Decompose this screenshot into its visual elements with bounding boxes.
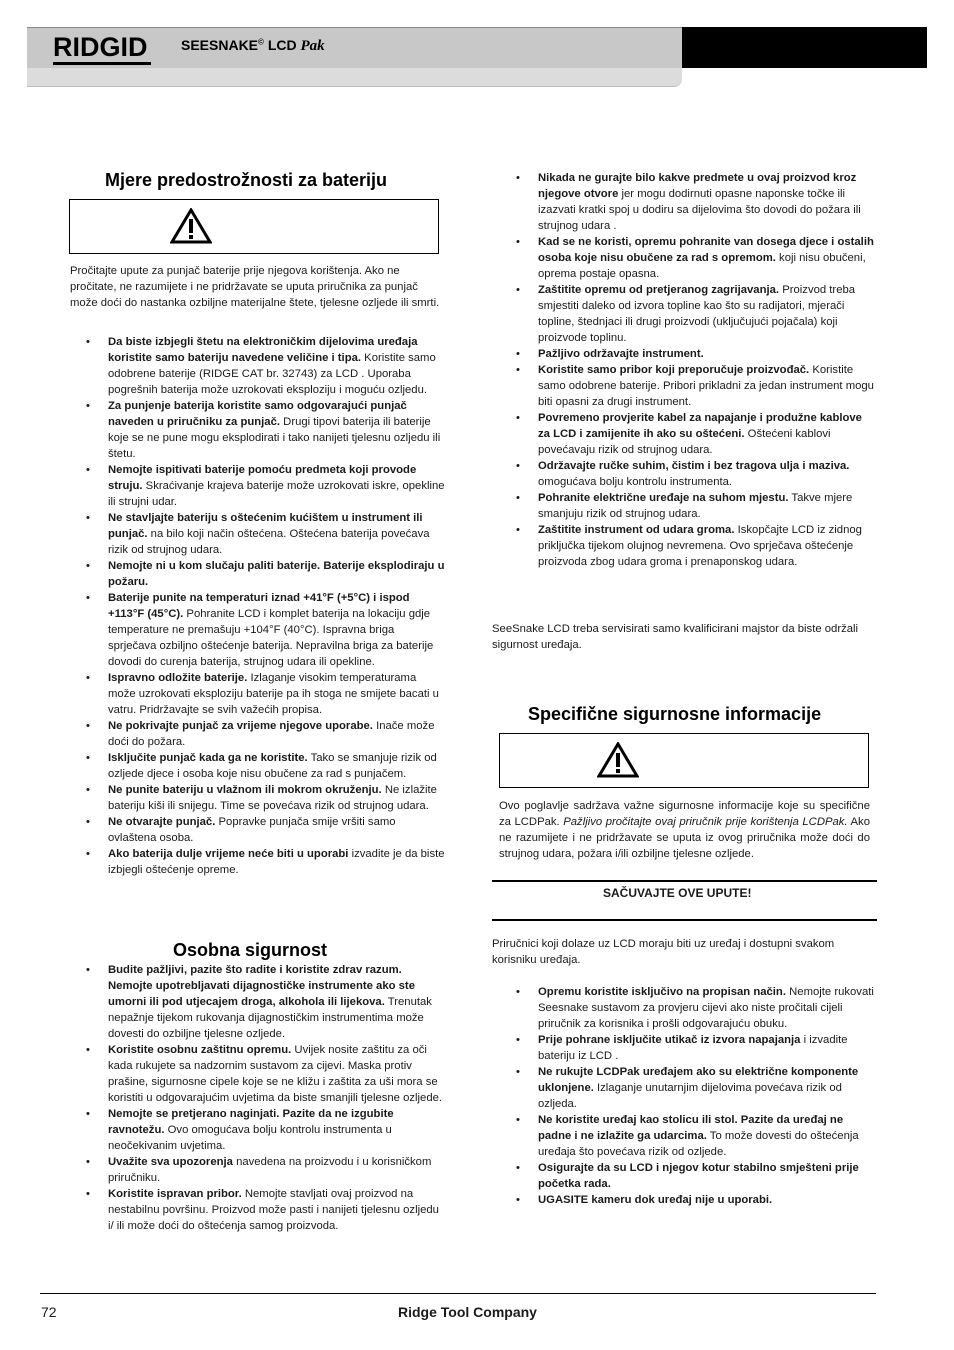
list-item — [538, 458, 876, 490]
list-item — [108, 334, 445, 398]
list-item-text: omogućava bolju kontrolu instrumenta. — [538, 476, 733, 488]
list-item-bold: Povremeno provjerite kabel za napajanje i produžne kablove za LCD i zamijenite ih ako su oštećeni. — [538, 412, 862, 440]
header-black-block — [682, 27, 927, 68]
list-item-bold: Nikada ne gurajte bilo kakve predmete u ovaj proizvod kroz njegove otvore — [538, 172, 857, 200]
list-item-text: jer mogu dodirnuti opasne naponske točke ili izazvati kratki spoj u dodiru sa dijelovima što dovodi do požara ili strujnog udara . — [538, 188, 861, 232]
manuals-text: Priručnici koji dolaze uz LCD moraju biti uz uređaj i dostupni svakom korisniku uređaja. — [492, 938, 835, 966]
specific-intro-a: Ovo poglavlje sadržava važne sigurnosne informacije koje su specifične za LCDPak. — [499, 800, 870, 828]
list-item-text: i izvadite bateriju iz LCD . — [538, 1034, 848, 1062]
list-item-text: Nemojte rukovati Seesnake sustavom za provjeru cijevi ako niste pročitali cijeli priručnik za korisnika i prošli odgovarajuću obuku. — [538, 986, 874, 1030]
list-item-text: Skraćivanje krajeva baterije može uzrokovati iskre, opekline ili strujni udar. — [108, 480, 445, 508]
list-item — [108, 814, 445, 846]
list-item-text: Ovo omogućava bolju kontrolu instrumenta u neočekivanim uvjetima. — [108, 1124, 392, 1152]
list-item — [108, 1106, 446, 1154]
list-item — [538, 984, 876, 1032]
list-item-text: Proizvod treba smjestiti daleko od izvora topline kao što su radijatori, mjerači topline, štednjaci ili drugi proizvodi (uključujući pojačala) koji proizvode toplinu. — [538, 284, 856, 344]
list-item-text: To može dovesti do oštećenja uređaja što povećava rizik od ozljede. — [538, 1130, 859, 1158]
list-item — [108, 846, 445, 878]
list-item-bold: Ne punite bateriju u vlažnom ili mokrom okruženju. — [108, 784, 382, 796]
list-item-bold: Prije pohrane isključite utikač iz izvora napajanja — [538, 1034, 801, 1046]
battery-intro: Pročitajte upute za punjač baterije prije njegova korištenja. Ako ne pročitate, ne razumijete i ne pridržavate se uputa priručnika za punjač može doći do nastanka ozbiljne materijalne štete, tjelesne ozljede ili smrti. — [70, 265, 440, 309]
list-item-text: izvadite je da biste izbjegli oštećenje opreme. — [108, 848, 445, 876]
product-suffix: LCD — [267, 37, 297, 53]
company-name: Ridge Tool Company — [398, 1304, 537, 1320]
list-item — [538, 1192, 876, 1208]
specific-intro-italic: Pažljivo pročitajte ovaj priručnik prije korištenja LCDPak. — [563, 816, 848, 828]
list-item — [538, 282, 876, 346]
list-item — [538, 1032, 876, 1064]
personal-section-title: Osobna sigurnost — [173, 940, 328, 960]
list-item-text: navedena na proizvodu i u korisničkom priručniku. — [108, 1156, 432, 1184]
list-item-bold: Ne koristite uređaj kao stolicu ili stol. Pazite da uređaj ne padne i ne izlažite ga udarcima. — [538, 1114, 844, 1142]
list-item-bold: Ispravno odložite baterije. — [108, 672, 248, 684]
list-item-bold: Zaštitite opremu od pretjeranog zagrijavanja. — [538, 284, 780, 296]
list-item — [538, 410, 876, 458]
list-item-bold: Ako baterija dulje vrijeme neće biti u uporabi — [108, 848, 349, 860]
battery-list — [108, 334, 445, 878]
list-item — [538, 1064, 876, 1112]
list-item — [538, 490, 876, 522]
list-item-text: Izlaganje visokim temperaturama može uzrokovati eksploziju baterije pa ih stoga ne smijete bacati u vatru. Pridržavajte se svih važećih propisa. — [108, 672, 439, 716]
warning-triangle-icon — [170, 208, 212, 244]
battery-section-title: Mjere predostrožnosti za bateriju — [105, 170, 388, 190]
list-item-text: Iskopčajte LCD iz zidnog priključka tijekom olujnog nevremena. Ovo sprječava oštećenje proizvoda zbog udara groma i prenaponskog udara. — [538, 524, 862, 568]
product-title — [181, 37, 325, 55]
list-item-text: Pohranite LCD i komplet baterija na lokaciju gdje temperature ne premašuju +104°F (40°C). Ispravna briga sprječava ozbiljno oštećenje baterija. Nepravilna briga za baterije dovodi do curenja baterija, strujnog udara ili opekline. — [108, 608, 434, 668]
save-rule-bottom — [492, 919, 877, 921]
ridgid-logo: RIDGID — [53, 32, 148, 62]
list-item-bold: Nemojte ispitivati baterije pomoću predmeta koji provode struju. — [108, 464, 417, 492]
list-item-bold: Koristite ispravan pribor. — [108, 1188, 242, 1200]
list-item-text: Drugi tipovi baterija ili baterije koje se ne pune mogu eksplodirati i tako nanijeti tjelesnu ozljedu ili štetu. — [108, 416, 441, 460]
list-item-text: Popravke punjača smije vršiti samo ovlaštena osoba. — [108, 816, 396, 844]
list-item — [538, 170, 876, 234]
list-item — [538, 1160, 876, 1192]
list-item — [108, 1186, 446, 1234]
list-item-bold: Kad se ne koristi, opremu pohranite van dosega djece i ostalih osoba koje nisu obučene za rad s opremom. — [538, 236, 874, 264]
list-item — [108, 590, 445, 670]
list-item-text: Oštećeni kablovi povećavaju rizik od strujnog udara. — [538, 428, 831, 456]
list-item-bold: Isključite punjač kada ga ne koristite. — [108, 752, 308, 764]
page-number: 72 — [41, 1304, 57, 1320]
product-pak: Pak — [300, 38, 325, 54]
list-item-bold: Nemojte se pretjerano naginjati. Pazite da ne izgubite ravnotežu. — [108, 1108, 394, 1136]
list-item-text: Izlaganje unutarnjim dijelovima povećava rizik od ozljeda. — [538, 1082, 842, 1110]
list-item — [108, 718, 445, 750]
logo-underline — [53, 62, 151, 65]
specific-intro — [499, 798, 870, 862]
list-item — [108, 1154, 446, 1186]
list-item-bold: Ne pokrivajte punjač za vrijeme njegove uporabe. — [108, 720, 373, 732]
specific-section-title: Specifične sigurnosne informacije — [528, 704, 822, 724]
list-item-bold: Da biste izbjegli štetu na elektroničkim dijelovima uređaja koristite samo bateriju navedene veličine i tipa. — [108, 336, 418, 364]
personal-list — [108, 962, 446, 1234]
list-item-bold: Ne rukujte LCDPak uređajem ako su električne komponente uklonjene. — [538, 1066, 859, 1094]
list-item-bold: Održavajte ručke suhim, čistim i bez tragova ulja i maziva. — [538, 460, 850, 472]
list-item — [108, 1042, 446, 1106]
list-item — [108, 750, 445, 782]
list-item-bold: Koristite osobnu zaštitnu opremu. — [108, 1044, 292, 1056]
list-item-bold: Ne otvarajte punjač. — [108, 816, 216, 828]
list-item — [538, 1112, 876, 1160]
list-item-bold: Baterije punite na temperaturi iznad +41°F (+5°C) i ispod +113°F (45°C). — [108, 592, 410, 620]
list-item-bold: Ne stavljajte bateriju s oštećenim kućištem u instrument ili punjač. — [108, 512, 423, 540]
list-item-text: Ne izlažite bateriju kiši ili snijegu. Time se povećava rizik od strujnog udara. — [108, 784, 437, 812]
list-item-text: Inače može doći do požara. — [108, 720, 435, 748]
header-band-lower — [27, 68, 682, 87]
list-item-bold: Koristite samo pribor koji preporučuje proizvođač. — [538, 364, 810, 376]
list-item-text: Koristite samo odobrene baterije. Pribori prikladni za jedan instrument mogu biti opasni za drugi instrument. — [538, 364, 874, 408]
list-item — [538, 234, 876, 282]
list-item-text: Trenutak nepažnje tijekom rukovanja dijagnostičkim instrumentima može dovesti do ozbiljne tjelesne ozljede. — [108, 996, 432, 1040]
list-item — [108, 510, 445, 558]
list-item-text: Uvijek nosite zaštitu za oči kada rukujete sa nadzornim sustavom za cijevi. Maska protiv prašine, sigurnosne cipele koje se ne kližu i zaštita za uši mora se koristiti u odgovarajućim uvjetima da biste smanjili tjelesne ozljede. — [108, 1044, 443, 1104]
list-item-bold: Za punjenje baterija koristite samo odgovarajući punjač naveden u priručniku za punjač. — [108, 400, 407, 428]
list-item-bold: UGASITE kameru dok uređaj nije u uporabi. — [538, 1194, 773, 1206]
service-text: SeeSnake LCD treba servisirati samo kvalificirani majstor da biste održali sigurnost uređaja. — [492, 623, 859, 651]
right-safety-list — [538, 170, 876, 570]
list-item-bold: Pohranite električne uređaje na suhom mjestu. — [538, 492, 789, 504]
list-item — [108, 398, 445, 462]
list-item — [538, 522, 876, 570]
specific-warning-box — [499, 733, 869, 788]
list-item-bold: Pažljivo održavajte instrument. — [538, 348, 704, 360]
save-instructions-label: SAČUVAJTE OVE UPUTE! — [603, 886, 752, 900]
list-item-bold: Uvažite sva upozorenja — [108, 1156, 233, 1168]
list-item-text: na bilo koji način oštećena. Oštećena baterija povećava rizik od strujnog udara. — [108, 528, 430, 556]
list-item — [538, 346, 876, 362]
footer-rule — [40, 1293, 876, 1294]
list-item — [108, 558, 445, 590]
battery-warning-box — [69, 199, 439, 254]
list-item-bold: Opremu koristite isključivo na propisan način. — [538, 986, 786, 998]
specific-safety-list — [538, 984, 876, 1208]
list-item-bold: Osigurajte da su LCD i njegov kotur stabilno smješteni prije početka rada. — [538, 1162, 859, 1190]
list-item-text: Tako se smanjuje rizik od ozljede djece i osoba koje nisu obučene za rad s punjačem. — [108, 752, 437, 780]
list-item-text: koji nisu obučeni, oprema postaje opasna. — [538, 252, 866, 280]
product-name: SEESNAKE — [181, 37, 259, 53]
list-item — [108, 962, 446, 1042]
specific-intro-b: Ako ne razumijete i ne pridržavate se uputa iz ovog priručnika može doći do strujnog udara, požara i/ili ozbiljne tjelesne ozljede. — [499, 816, 870, 860]
list-item-bold: Nemojte ni u kom slučaju paliti baterije. Baterije eksplodiraju u požaru. — [108, 560, 445, 588]
list-item — [108, 670, 445, 718]
list-item-text: Takve mjere smanjuju rizik od strujnog udara. — [538, 492, 853, 520]
list-item — [538, 362, 876, 410]
list-item-text: Nemojte stavljati ovaj proizvod na nestabilnu površinu. Proizvod može pasti i nanijeti tjelesnu ozljedu i/ ili može doći do oštećenja samog proizvoda. — [108, 1188, 439, 1232]
list-item — [108, 462, 445, 510]
list-item-bold: Budite pažljivi, pazite što radite i koristite zdrav razum. Nemojte upotrebljavati dijagnostičke instrumente ako ste umorni ili pod utjecajem droga, alkohola ili lijekova. — [108, 964, 415, 1008]
save-rule-top — [492, 880, 877, 882]
list-item-text: Koristite samo odobrene baterije (RIDGE CAT br. 32743) za LCD . Uporaba pogrešnih baterija može uzrokovati eksploziju i moguću ozljedu. — [108, 352, 436, 396]
list-item-bold: Zaštitite instrument od udara groma. — [538, 524, 735, 536]
warning-triangle-icon — [597, 742, 639, 778]
product-reg: © — [258, 37, 264, 47]
list-item — [108, 782, 445, 814]
